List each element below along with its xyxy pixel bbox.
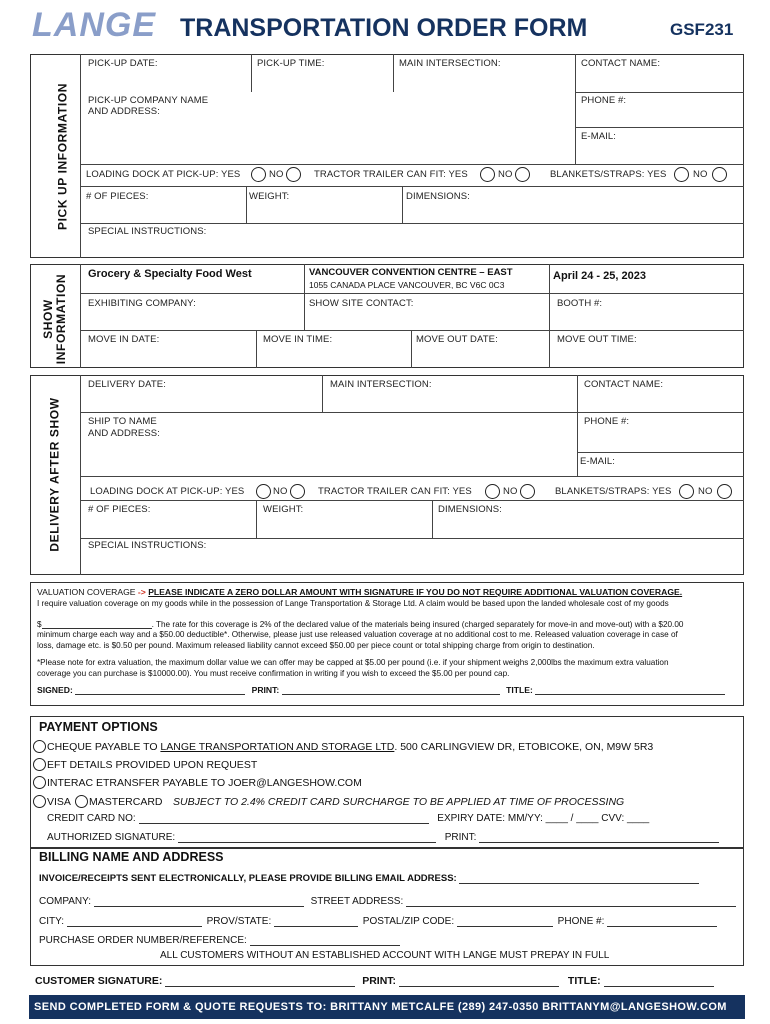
delivery-pieces-label: # OF PIECES:: [88, 504, 151, 515]
pickup-tractor-no-radio[interactable]: [515, 167, 530, 182]
delivery-weight-label: WEIGHT:: [263, 504, 304, 515]
billing-company-field[interactable]: [94, 897, 304, 907]
pickup-weight-label: WEIGHT:: [249, 191, 290, 202]
venue-address: 1055 CANADA PLACE VANCOUVER, BC V6C 0C3: [309, 280, 505, 290]
billing-postal-field[interactable]: [457, 917, 553, 927]
payment-surcharge-note: SUBJECT TO 2.4% CREDIT CARD SURCHARGE TO BE APPLIED AT TIME OF PROCESSING: [173, 796, 625, 808]
billing-invoice-note: INVOICE/RECEIPTS SENT ELECTRONICALLY, PLEASE PROVIDE BILLING EMAIL ADDRESS:: [39, 873, 457, 884]
delivery-tractor-no-label: NO: [503, 486, 518, 497]
move-out-time-label: MOVE OUT TIME:: [557, 334, 637, 345]
payment-mastercard-label: MASTERCARD: [89, 796, 163, 808]
footer-text: SEND COMPLETED FORM & QUOTE REQUESTS TO: BRITTANY METCALFE (289) 247-0350 BRITTANYM@LANGESHOW.COM: [34, 1001, 727, 1013]
pickup-date-label: PICK-UP DATE:: [88, 58, 158, 69]
billing-po-row: [39, 935, 400, 946]
valuation-rate-line1: . The rate for this coverage is 2% of the declared value of the materials being insured (charged separately for move-in and move-out) with a $20.00: [151, 620, 684, 629]
ship-to-address-label: AND ADDRESS:: [88, 428, 160, 439]
customer-title-field[interactable]: [604, 977, 714, 987]
move-out-date-label: MOVE OUT DATE:: [416, 334, 498, 345]
form-code: GSF231: [670, 20, 734, 39]
payment-cheque-label: CHEQUE PAYABLE TO: [47, 741, 158, 753]
pickup-loading-dock-label: LOADING DOCK AT PICK-UP: YES: [86, 169, 241, 180]
pickup-section-label: PICK UP INFORMATION: [55, 83, 70, 230]
auth-signature-field[interactable]: [178, 833, 436, 843]
payment-mastercard-radio[interactable]: [75, 795, 88, 808]
pickup-blankets-no-radio[interactable]: [712, 167, 727, 182]
delivery-loading-dock-no-label: NO: [273, 486, 288, 497]
delivery-loading-dock-no-radio[interactable]: [290, 484, 305, 499]
customer-title-label: TITLE:: [567, 975, 601, 987]
delivery-blankets-yes-radio[interactable]: [679, 484, 694, 499]
delivery-tractor-label: TRACTOR TRAILER CAN FIT: YES: [318, 486, 472, 497]
payment-cheque-address: . 500 CARLINGVIEW DR, ETOBICOKE, ON, M9W 5R3: [394, 741, 654, 753]
pickup-dimensions-label: DIMENSIONS:: [406, 191, 470, 202]
booth-label: BOOTH #:: [557, 298, 603, 309]
valuation-signed-row: [37, 685, 725, 695]
valuation-heading-row: [37, 587, 682, 597]
payment-auth-row: [47, 832, 719, 843]
billing-invoice-row: [39, 873, 699, 884]
billing-street-field[interactable]: [406, 897, 736, 907]
billing-po-label: PURCHASE ORDER NUMBER/REFERENCE:: [39, 935, 247, 946]
pickup-address-label: AND ADDRESS:: [88, 106, 160, 117]
valuation-title-label: TITLE:: [506, 685, 533, 695]
valuation-heading: VALUATION COVERAGE: [37, 587, 136, 597]
pickup-blankets-no-label: NO: [693, 169, 708, 180]
show-name: Grocery & Specialty Food West: [88, 268, 252, 280]
pickup-time-label: PICK-UP TIME:: [257, 58, 325, 69]
billing-phone-field[interactable]: [607, 917, 717, 927]
pickup-loading-dock-yes-radio[interactable]: [251, 167, 266, 182]
valuation-notice: PLEASE INDICATE A ZERO DOLLAR AMOUNT WITH SIGNATURE IF YOU DO NOT REQUIRE ADDITIONAL VALUATION COVERAGE.: [148, 587, 683, 597]
billing-phone-label: PHONE #:: [557, 916, 605, 927]
valuation-line1: I require valuation coverage on my goods while in the possession of Lange Transportation & Storage Ltd. A claim would be based upon the landed wholesale cost of my goods: [37, 599, 669, 608]
pickup-loading-dock-no-label: NO: [269, 169, 284, 180]
valuation-rate-line2: minimum charge each way and a $50.00 deductible*. Otherwise, please just use released valuation coverage at no additional cost to me. Released valuation coverage in case of: [37, 630, 678, 639]
valuation-print-label: PRINT:: [251, 685, 280, 695]
page-title: TRANSPORTATION ORDER FORM: [180, 14, 588, 42]
billing-city-row: [39, 916, 717, 927]
valuation-dollar: $: [37, 620, 42, 629]
customer-signature-label: CUSTOMER SIGNATURE:: [35, 975, 163, 987]
pickup-blankets-yes-radio[interactable]: [674, 167, 689, 182]
delivery-dimensions-label: DIMENSIONS:: [438, 504, 502, 515]
card-number-label: CREDIT CARD NO:: [47, 813, 136, 824]
payment-cheque-radio[interactable]: [33, 740, 46, 753]
delivery-intersection-label: MAIN INTERSECTION:: [330, 379, 432, 390]
valuation-rate-row: [37, 619, 683, 629]
show-site-contact-label: SHOW SITE CONTACT:: [309, 298, 414, 309]
customer-signature-row: [35, 975, 714, 987]
payment-cheque-payee: LANGE TRANSPORTATION AND STORAGE LTD: [160, 741, 395, 753]
ship-to-name-label: SHIP TO NAME: [88, 416, 157, 427]
customer-print-field[interactable]: [399, 977, 559, 987]
payment-visa-label: VISA: [47, 796, 71, 808]
valuation-note-line2: coverage you can purchase is $10000.00). You must receive confirmation in writing if you wish to exceed the $5.00 per pound cap.: [37, 669, 510, 678]
valuation-amount-field[interactable]: [42, 619, 152, 629]
valuation-title-field[interactable]: [535, 685, 725, 695]
pickup-phone-label: PHONE #:: [581, 95, 627, 106]
customer-print-label: PRINT:: [362, 975, 397, 987]
venue-name: VANCOUVER CONVENTION CENTRE – EAST: [309, 267, 513, 278]
move-in-time-label: MOVE IN TIME:: [263, 334, 333, 345]
billing-section: [30, 848, 744, 966]
billing-prepay-note: ALL CUSTOMERS WITHOUT AN ESTABLISHED ACCOUNT WITH LANGE MUST PREPAY IN FULL: [160, 950, 610, 961]
delivery-contact-label: CONTACT NAME:: [584, 379, 664, 390]
payment-cheque-row: [47, 741, 653, 753]
delivery-loading-dock-yes-radio[interactable]: [256, 484, 271, 499]
delivery-blankets-no-label: NO: [698, 486, 713, 497]
pickup-special-instructions-label: SPECIAL INSTRUCTIONS:: [88, 226, 207, 237]
pickup-tractor-label: TRACTOR TRAILER CAN FIT: YES: [314, 169, 468, 180]
auth-print-field[interactable]: [479, 833, 719, 843]
delivery-phone-label: PHONE #:: [584, 416, 630, 427]
billing-company-label: COMPANY:: [39, 896, 92, 907]
billing-city-field[interactable]: [67, 917, 202, 927]
auth-signature-label: AUTHORIZED SIGNATURE:: [47, 832, 176, 843]
payment-heading: PAYMENT OPTIONS: [39, 720, 158, 734]
footer-bar: [29, 995, 745, 1019]
payment-card-row: [47, 813, 649, 824]
valuation-print-field[interactable]: [282, 685, 500, 695]
show-section-label: SHOW INFORMATION: [41, 273, 68, 365]
delivery-date-label: DELIVERY DATE:: [88, 379, 166, 390]
valuation-signed-label: SIGNED:: [37, 685, 73, 695]
delivery-blankets-no-radio[interactable]: [717, 484, 732, 499]
delivery-tractor-yes-radio[interactable]: [485, 484, 500, 499]
pickup-tractor-no-label: NO: [498, 169, 513, 180]
billing-postal-label: POSTAL/ZIP CODE:: [362, 916, 455, 927]
pickup-company-label: PICK-UP COMPANY NAME: [88, 95, 209, 106]
billing-company-row: [39, 896, 736, 907]
logo: LANGE: [32, 6, 156, 44]
customer-signature-field[interactable]: [165, 977, 355, 987]
delivery-email-label: E-MAIL:: [580, 456, 616, 467]
billing-prov-label: PROV/STATE:: [206, 916, 272, 927]
payment-visa-radio[interactable]: [33, 795, 46, 808]
pickup-tractor-yes-radio[interactable]: [480, 167, 495, 182]
pickup-blankets-label: BLANKETS/STRAPS: YES: [550, 169, 667, 180]
pickup-pieces-label: # OF PIECES:: [86, 191, 149, 202]
pickup-intersection-label: MAIN INTERSECTION:: [399, 58, 501, 69]
pickup-loading-dock-no-radio[interactable]: [286, 167, 301, 182]
delivery-loading-dock-label: LOADING DOCK AT PICK-UP: YES: [90, 486, 245, 497]
auth-print-label: PRINT:: [444, 832, 477, 843]
payment-eft-label: EFT DETAILS PROVIDED UPON REQUEST: [47, 759, 258, 771]
billing-prov-field[interactable]: [274, 917, 358, 927]
payment-interac-radio[interactable]: [33, 776, 46, 789]
valuation-arrow: ->: [137, 587, 146, 597]
billing-po-field[interactable]: [250, 936, 400, 946]
delivery-tractor-no-radio[interactable]: [520, 484, 535, 499]
exhibiting-company-label: EXHIBITING COMPANY:: [88, 298, 196, 309]
delivery-section-label: DELIVERY AFTER SHOW: [47, 397, 62, 552]
billing-city-label: CITY:: [39, 916, 65, 927]
show-dates: April 24 - 25, 2023: [553, 270, 646, 282]
valuation-note-line1: *Please note for extra valuation, the maximum dollar value we can offer may be capped at $5.00 per pound (i.e. if your shipment weighs 2,000lbs the maximum extra valuation: [37, 658, 669, 667]
card-number-field[interactable]: [139, 814, 429, 824]
valuation-signed-field[interactable]: [75, 685, 245, 695]
payment-interac-label: INTERAC ETRANSFER PAYABLE TO JOER@LANGESHOW.COM: [47, 777, 362, 789]
billing-email-field[interactable]: [459, 874, 699, 884]
move-in-date-label: MOVE IN DATE:: [88, 334, 160, 345]
delivery-blankets-label: BLANKETS/STRAPS: YES: [555, 486, 672, 497]
delivery-special-instructions-label: SPECIAL INSTRUCTIONS:: [88, 540, 207, 551]
payment-eft-radio[interactable]: [33, 758, 46, 771]
pickup-email-label: E-MAIL:: [581, 131, 617, 142]
card-expiry-label: EXPIRY DATE: MM/YY: ____ / ____ CVV: ____: [437, 813, 650, 824]
valuation-rate-line3: loss, damage etc. is $0.50 per pound. Maximum released liability cannot exceed $50.00 per piece count or total shipping charge from origin to destination.: [37, 641, 595, 650]
pickup-contact-label: CONTACT NAME:: [581, 58, 661, 69]
billing-street-label: STREET ADDRESS:: [310, 896, 404, 907]
billing-heading: BILLING NAME AND ADDRESS: [39, 850, 224, 864]
